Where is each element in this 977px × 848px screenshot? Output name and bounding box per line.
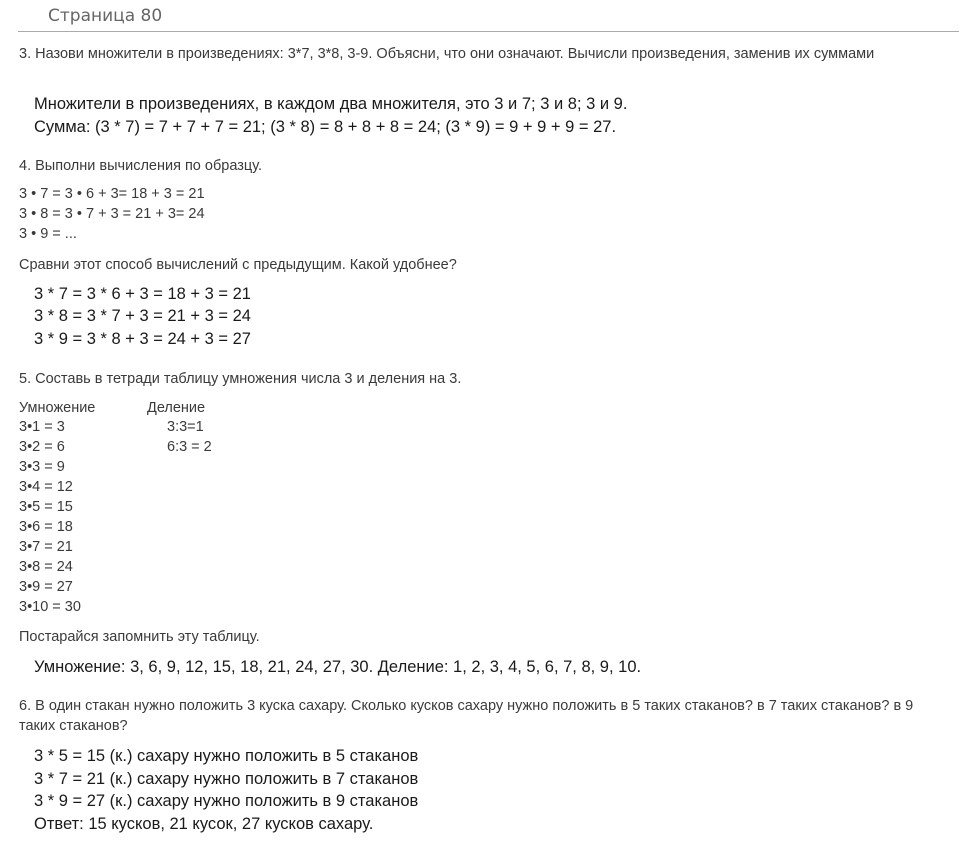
multiplication-row: 3•2 = 6 xyxy=(19,439,65,455)
task3-question: 3. Назови множители в произведениях: 3*7, 3*8, 3-9. Объясни, что они означают. Вычисли произведения, заменив их суммами xyxy=(19,46,875,62)
task6-answer-line-1: 3 * 5 = 15 (к.) сахару нужно положить в 5 стаканов xyxy=(34,747,419,765)
task4-example-line-3: 3 • 9 = ... xyxy=(19,226,77,242)
multiplication-row: 3•7 = 21 xyxy=(19,539,73,555)
multiplication-row: 3•6 = 18 xyxy=(19,519,73,535)
multiplication-header: Умножение xyxy=(19,400,96,416)
task4-answer-line-1: 3 * 7 = 3 * 6 + 3 = 18 + 3 = 21 xyxy=(34,285,251,303)
task6-answer-final: Ответ: 15 кусков, 21 кусок, 27 кусков сахару. xyxy=(34,815,374,833)
task4-answer-line-3: 3 * 9 = 3 * 8 + 3 = 24 + 3 = 27 xyxy=(34,330,251,348)
division-row: 6:3 = 2 xyxy=(167,439,212,455)
title-divider xyxy=(18,31,959,32)
division-row: 3:3=1 xyxy=(167,419,204,435)
task6-answer-line-2: 3 * 7 = 21 (к.) сахару нужно положить в 7 стаканов xyxy=(34,770,419,788)
division-header: Деление xyxy=(147,400,206,416)
multiplication-row: 3•4 = 12 xyxy=(19,479,73,495)
multiplication-row: 3•8 = 24 xyxy=(19,559,73,575)
division-table xyxy=(167,417,212,457)
task6-question: 6. В один стакан нужно положить 3 куска сахару. Сколько кусков сахару нужно положить в 5 таких стаканов? в 7 таких стаканов? в 9 таких стаканов? xyxy=(19,698,914,734)
multiplication-table xyxy=(19,417,81,617)
task5-question: 5. Составь в тетради таблицу умножения числа 3 и деления на 3. xyxy=(19,371,462,387)
task3-answer-line-1: Множители в произведениях, в каждом два множителя, это 3 и 7; 3 и 8; 3 и 9. xyxy=(34,95,628,113)
task4-answer-line-2: 3 * 8 = 3 * 7 + 3 = 21 + 3 = 24 xyxy=(34,307,251,325)
task4-question: 4. Выполни вычисления по образцу. xyxy=(19,158,263,174)
task5-answer: Умножение: 3, 6, 9, 12, 15, 18, 21, 24, 27, 30. Деление: 1, 2, 3, 4, 5, 6, 7, 8, 9, 10. xyxy=(34,658,642,676)
multiplication-row: 3•9 = 27 xyxy=(19,579,73,595)
task5-remember: Постарайся запомнить эту таблицу. xyxy=(19,629,260,645)
page-title: Страница 80 xyxy=(48,6,163,26)
task3-answer-line-2: Сумма: (3 * 7) = 7 + 7 + 7 = 21; (3 * 8) = 8 + 8 + 8 = 24; (3 * 9) = 9 + 9 + 9 = 27. xyxy=(34,118,617,136)
task6-answer-line-3: 3 * 9 = 27 (к.) сахару нужно положить в 9 стаканов xyxy=(34,792,419,810)
task4-example-line-2: 3 • 8 = 3 • 7 + 3 = 21 + 3= 24 xyxy=(19,206,205,222)
multiplication-row: 3•1 = 3 xyxy=(19,419,65,435)
task4-example-line-1: 3 • 7 = 3 • 6 + 3= 18 + 3 = 21 xyxy=(19,186,205,202)
multiplication-row: 3•10 = 30 xyxy=(19,599,81,615)
multiplication-row: 3•3 = 9 xyxy=(19,459,65,475)
task4-compare: Сравни этот способ вычислений с предыдущим. Какой удобнее? xyxy=(19,257,457,273)
multiplication-row: 3•5 = 15 xyxy=(19,499,73,515)
